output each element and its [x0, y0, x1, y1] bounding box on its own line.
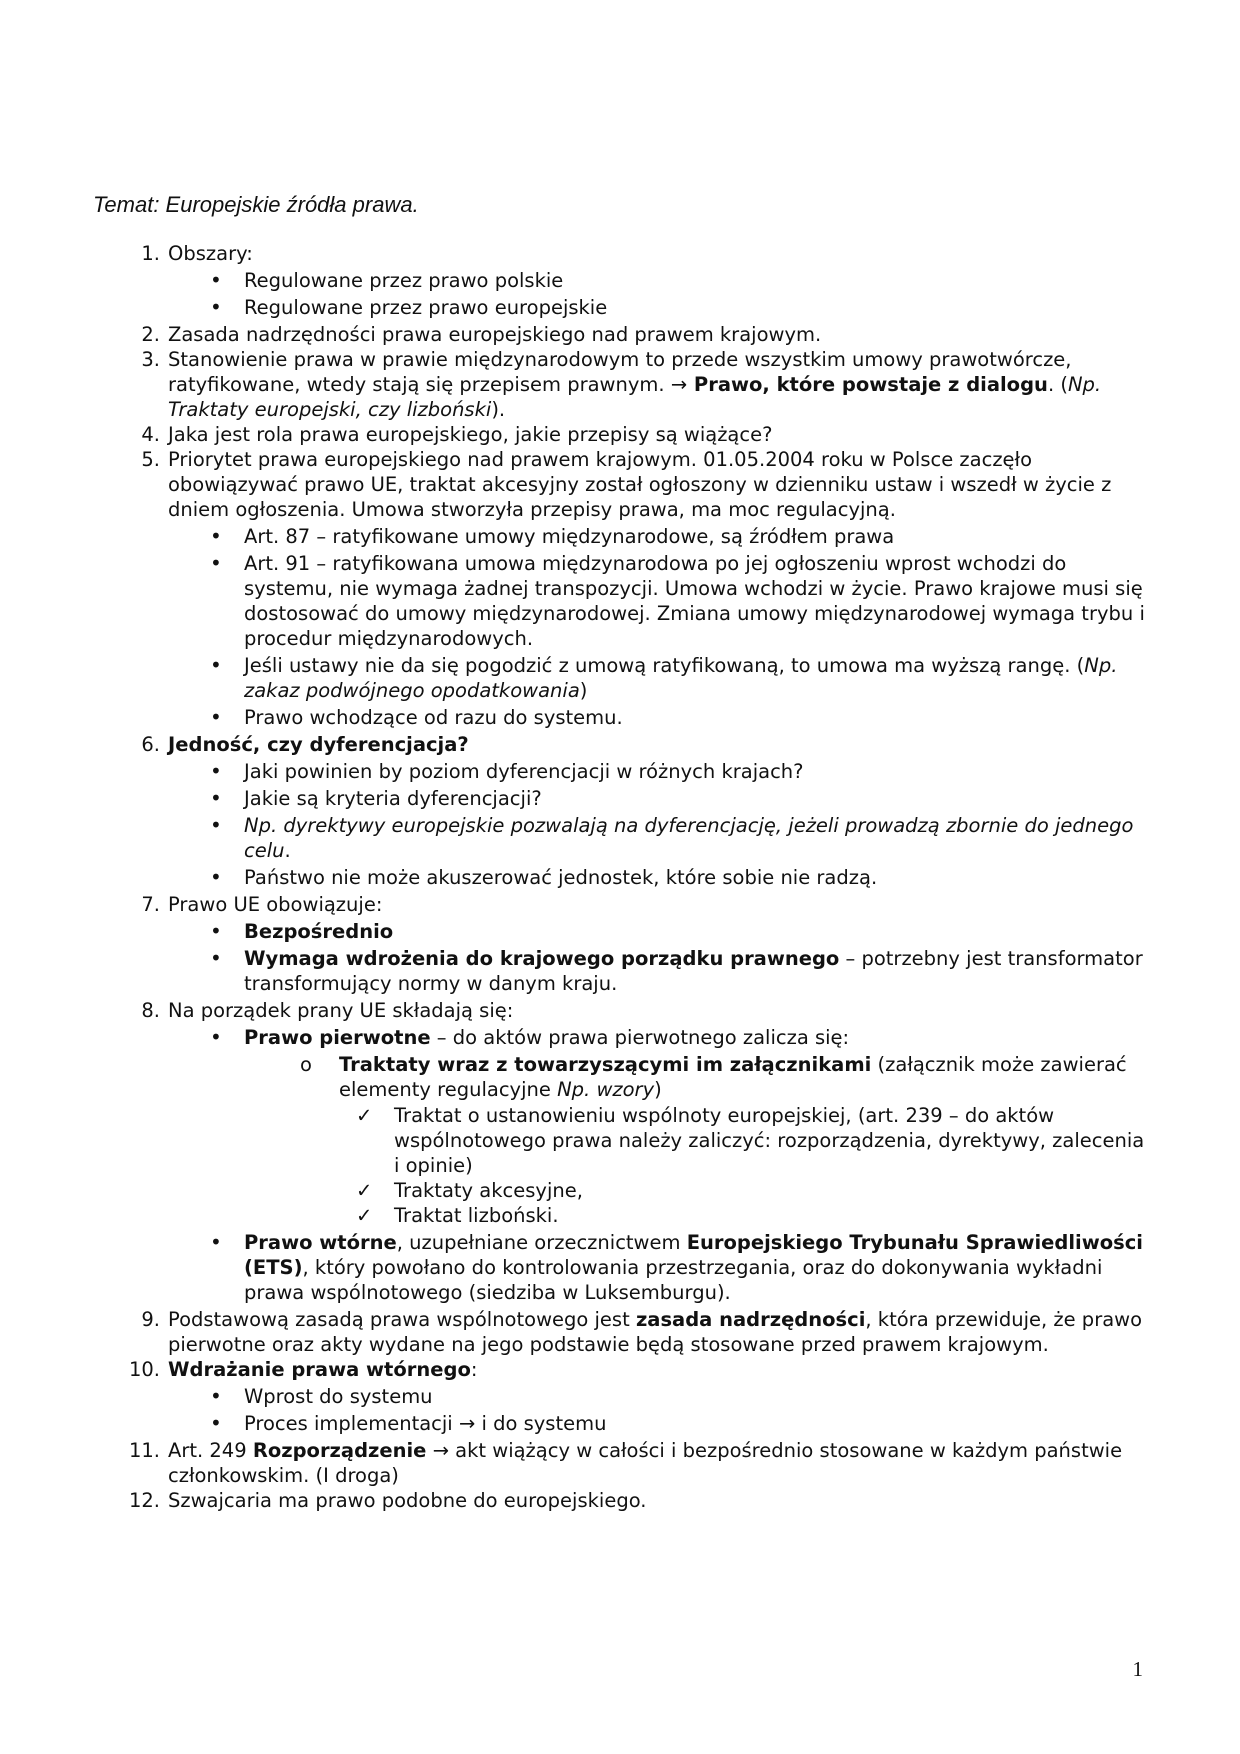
bullet-icon: • — [210, 786, 222, 810]
bullet-text: , uzupełniane orzecznictwem — [396, 1231, 687, 1254]
bullet-bold-text: Prawo wtórne — [244, 1231, 397, 1254]
item-text: . ( — [1047, 373, 1068, 396]
item-number: 2. — [141, 323, 160, 346]
item-bold-text: zasada nadrzędności — [635, 1308, 866, 1331]
bullet-item — [128, 1230, 1148, 1305]
bullet-text: i do systemu — [475, 1412, 607, 1435]
sub-bullet-item — [128, 1052, 1148, 1102]
bullet-icon: • — [210, 865, 222, 889]
item-number: 3. — [141, 348, 160, 371]
checkmark-icon: ✓ — [356, 1204, 373, 1227]
bullet-item — [128, 1025, 1148, 1050]
bullet-item — [128, 653, 1148, 703]
item-bold-text: Wdrażanie prawa wtórnego — [168, 1358, 471, 1381]
item-number: 9. — [141, 1308, 160, 1331]
item-text: Jaka jest rola prawa europejskiego, jakie przepisy są wiążące? — [168, 423, 773, 446]
bullet-item — [128, 813, 1148, 863]
bullet-icon: • — [210, 759, 222, 783]
sub-bullet-italic-text: Np. wzory — [557, 1078, 655, 1101]
bullet-text: Państwo nie może akuszerować jednostek, które sobie nie radzą. — [244, 866, 878, 889]
item-number: 12. — [128, 1489, 160, 1512]
bullet-item — [128, 759, 1148, 784]
bullet-text: Jakie są kryteria dyferencjacji? — [244, 787, 542, 810]
item-text: , która przewiduje, że prawo pierwotne oraz akty wydane na jego podstawie będą stosowane przed prawem krajowym. — [168, 1308, 1143, 1356]
bullet-item — [128, 946, 1148, 996]
bullet-text: , który powołano do kontrolowania przestrzegania, oraz do dokonywania wykładni prawa wspólnotowego (siedziba w Luksemburgu). — [244, 1256, 1103, 1304]
item-text: ). — [491, 398, 506, 421]
check-item-text: Traktat o ustanowieniu wspólnoty europejskiej, (art. 239 – do aktów wspólnotowego prawa należy zaliczyć: rozporządzenia, dyrektywy, zalecenia i opinie) — [394, 1104, 1145, 1177]
item-number: 5. — [141, 448, 160, 471]
sub-bullet-bold-text: Traktaty wraz z towarzyszącymi im załącznikami — [339, 1053, 872, 1076]
bullet-icon: • — [210, 551, 222, 575]
bullet-italic-text: Np. dyrektywy europejskie pozwalają na dyferencjację, jeżeli prowadzą zbornie do jednego celu — [244, 814, 1134, 862]
bullet-text: Prawo wchodzące od razu do systemu. — [244, 706, 623, 729]
item-italic-text: Np. Traktaty europejski, czy lizboński — [168, 373, 1102, 421]
bullet-text: Regulowane przez prawo europejskie — [244, 296, 608, 319]
item-number: 1. — [141, 242, 160, 265]
bullet-icon: • — [210, 295, 222, 319]
bullet-item — [128, 295, 1148, 320]
item-number: 4. — [141, 423, 160, 446]
bullet-item — [128, 919, 1148, 944]
list-item-4 — [128, 422, 1148, 447]
bullet-text: Art. 87 – ratyfikowane umowy międzynarodowe, są źródłem prawa — [244, 525, 895, 548]
bullet-text: Art. 91 – ratyfikowana umowa międzynarodowa po jej ogłoszeniu wprost wchodzi do systemu, nie wymaga żadnej transpozycji. Umowa wchodzi w życie. Prawo krajowe musi się dostosować do umowy międzynarodowej. Zmiana umowy międzynarodowej wymaga trybu i procedur międzynarodowych. — [244, 552, 1145, 650]
bullet-text: Jaki powinien by poziom dyferencjacji w różnych krajach? — [244, 760, 804, 783]
item-text: Szwajcaria ma prawo podobne do europejskiego. — [168, 1489, 647, 1512]
circle-bullet-icon: o — [300, 1053, 312, 1076]
bullet-bold-text: Bezpośrednio — [244, 920, 394, 943]
check-item — [128, 1203, 1148, 1228]
item-number: 6. — [141, 733, 160, 756]
bullet-text: – potrzebny jest transformator transformujący normy w danym kraju. — [244, 947, 1143, 995]
bullet-icon: • — [210, 653, 222, 677]
bullet-text: . — [284, 839, 291, 862]
bullet-icon: • — [210, 919, 222, 943]
item-number: 11. — [128, 1439, 160, 1462]
item-text: Stanowienie prawa w prawie międzynarodowym to przede wszystkim umowy prawotwórcze, ratyfikowane, wtedy stają się przepisem prawnym. — [168, 348, 1072, 396]
list-item-6 — [128, 732, 1148, 757]
page-number: 1 — [1132, 1657, 1143, 1681]
item-number: 7. — [141, 893, 160, 916]
bullet-icon: • — [210, 1230, 222, 1254]
list-item-5 — [128, 447, 1148, 522]
bullet-icon: • — [210, 1025, 222, 1049]
bullet-icon: • — [210, 946, 222, 970]
bullet-text: ) — [579, 679, 588, 702]
check-item — [128, 1178, 1148, 1203]
bullet-icon: • — [210, 705, 222, 729]
bullet-item — [128, 705, 1148, 730]
checkmark-icon: ✓ — [356, 1104, 373, 1127]
item-text: Obszary: — [168, 242, 253, 265]
check-item-text: Traktat lizboński. — [394, 1204, 559, 1227]
list-item-12 — [128, 1488, 1148, 1513]
item-text: Priorytet prawa europejskiego nad prawem krajowym. 01.05.2004 roku w Polsce zaczęło obowiązywać prawo UE, traktat akcesyjny został ogłoszony w dzienniku ustaw i wszedł w życie z dniem ogłoszenia. Umowa stworzyła przepisy prawa, ma moc regulacyjną. — [168, 448, 1112, 521]
item-text: Zasada nadrzędności prawa europejskiego nad prawem krajowym. — [168, 323, 822, 346]
item-text: : — [470, 1358, 478, 1381]
bullet-icon: • — [210, 813, 222, 837]
bullet-item — [128, 268, 1148, 293]
bullet-icon: • — [210, 268, 222, 292]
bullet-text: Wprost do systemu — [244, 1385, 433, 1408]
sub-bullet-text: (załącznik może zawierać elementy regulacyjne — [339, 1053, 1127, 1101]
item-text: Prawo UE obowiązuje: — [168, 893, 383, 916]
list-item-8 — [128, 998, 1148, 1023]
bullet-icon: • — [210, 1384, 222, 1408]
item-bold-text: Jedność, czy dyferencjacja? — [168, 733, 469, 756]
item-bold-text: Prawo, które powstaje z dialogu — [687, 373, 1048, 396]
bullet-icon: • — [210, 1411, 222, 1435]
bullet-italic-text: Np. zakaz podwójnego opodatkowania — [244, 654, 1118, 702]
document-body — [128, 241, 1148, 1513]
bullet-item — [128, 865, 1148, 890]
list-item-9 — [128, 1307, 1148, 1357]
check-item — [128, 1103, 1148, 1178]
bullet-item — [128, 1411, 1148, 1436]
item-number: 8. — [141, 999, 160, 1022]
list-item-3 — [128, 347, 1148, 422]
page-title: Temat: Europejskie źródła prawa. — [93, 192, 419, 217]
item-text: Podstawową zasadą prawa wspólnotowego jest — [168, 1308, 636, 1331]
list-item-2 — [128, 322, 1148, 347]
list-item-10 — [128, 1357, 1148, 1382]
arrow-icon: → — [458, 1412, 476, 1435]
item-text: Art. 249 — [168, 1439, 253, 1462]
bullet-text: Regulowane przez prawo polskie — [244, 269, 564, 292]
bullet-text: Jeśli ustawy nie da się pogodzić z umową ratyfikowaną, to umowa ma wyższą rangę. ( — [244, 654, 1085, 677]
bullet-bold-text: Europejskiego Trybunału Sprawiedliwości (ETS) — [244, 1231, 1143, 1279]
bullet-text: Proces implementacji — [244, 1412, 459, 1435]
bullet-item — [128, 1384, 1148, 1409]
arrow-icon: → — [426, 1439, 456, 1462]
item-bold-text: Rozporządzenie — [252, 1439, 427, 1462]
bullet-item — [128, 524, 1148, 549]
sub-bullet-text: ) — [654, 1078, 662, 1101]
bullet-item — [128, 551, 1148, 651]
bullet-text: – do aktów prawa pierwotnego zalicza się: — [430, 1026, 850, 1049]
list-item-1 — [128, 241, 1148, 266]
checkmark-icon: ✓ — [356, 1179, 373, 1202]
bullet-item — [128, 786, 1148, 811]
bullet-icon: • — [210, 524, 222, 548]
item-number: 10. — [128, 1358, 160, 1381]
item-text: akt wiążący w całości i bezpośrednio stosowane w każdym państwie członkowskim. (I droga) — [168, 1439, 1123, 1487]
list-item-11 — [128, 1438, 1148, 1488]
bullet-bold-text: Prawo pierwotne — [244, 1026, 431, 1049]
item-text: Na porządek prany UE składają się: — [168, 999, 514, 1022]
arrow-icon: → — [670, 373, 688, 396]
bullet-bold-text: Wymaga wdrożenia do krajowego porządku prawnego — [244, 947, 840, 970]
list-item-7 — [128, 892, 1148, 917]
check-item-text: Traktaty akcesyjne, — [394, 1179, 583, 1202]
